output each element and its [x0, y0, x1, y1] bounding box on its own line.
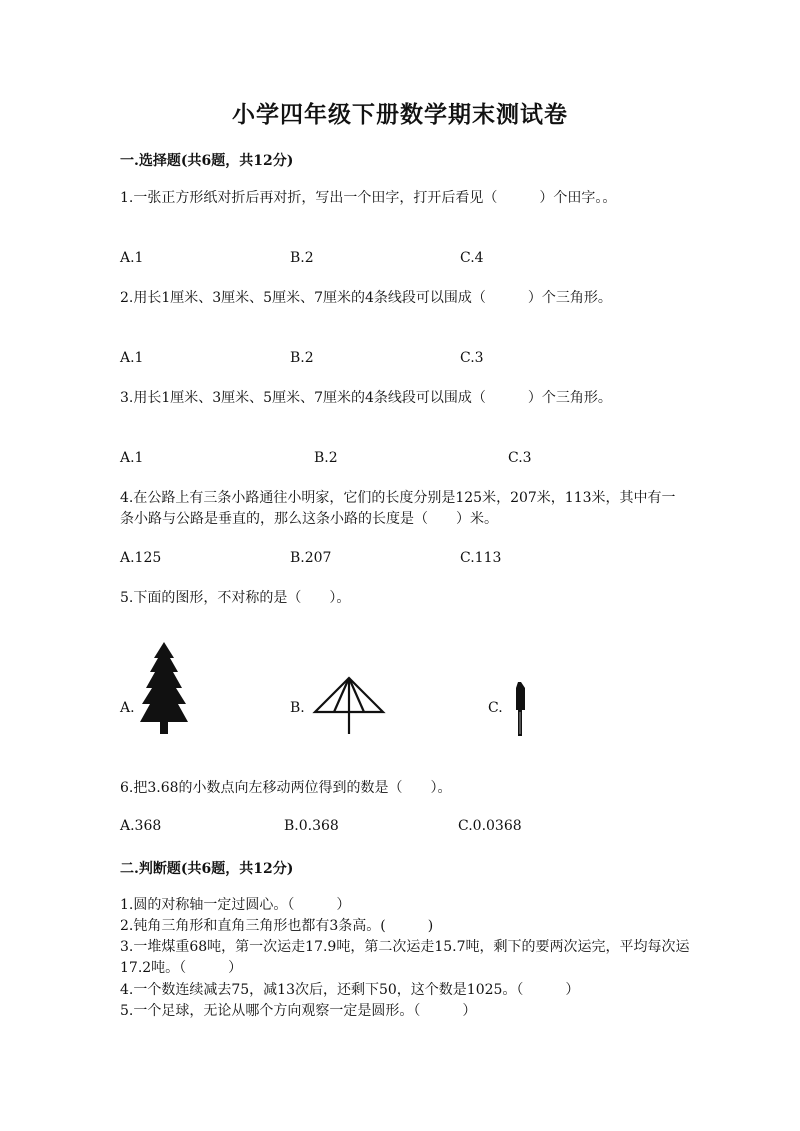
question-5-text: 5.下面的图形，不对称的是（ ）。: [120, 590, 351, 606]
option-b: B.2: [290, 250, 314, 266]
question-2-options: [120, 350, 680, 370]
option-c: C.0.0368: [458, 818, 522, 834]
option-a: A.368: [120, 818, 162, 834]
option-c: C.: [488, 700, 503, 716]
option-b: B.207: [290, 550, 332, 566]
question-4-options: [120, 550, 680, 570]
question-3-options: [120, 450, 680, 470]
option-a: A.1: [120, 350, 144, 366]
section-heading-choice: 一.选择题(共6题，共12分): [120, 153, 294, 169]
option-a: A.125: [120, 550, 162, 566]
question-6-options: [120, 818, 680, 838]
option-b: B.2: [290, 350, 314, 366]
option-c: C.3: [508, 450, 532, 466]
question-4-text: 4.在公路上有三条小路通往小明家，它们的长度分别是125米，207米，113米，其中有一条小路与公路是垂直的，那么这条小路的长度是（ ）米。: [120, 490, 676, 527]
option-b: B.: [290, 700, 305, 716]
page-title: 小学四年级下册数学期末测试卷: [232, 101, 568, 128]
tf-item-4: 4.一个数连续减去75，减13次后，还剩下50，这个数是1025。（ ）: [120, 982, 580, 998]
option-b: B.2: [314, 450, 338, 466]
pine-tree-icon: [138, 642, 190, 734]
knife-icon: [510, 680, 530, 738]
question-1-text: 1.一张正方形纸对折后再对折，写出一个田字，打开后看见（ ）个田字。。: [120, 190, 617, 206]
question-2-text: 2.用长1厘米、3厘米、5厘米、7厘米的4条线段可以围成（ ）个三角形。: [120, 290, 612, 306]
question-1-options: [120, 250, 680, 270]
tf-item-1: 1.圆的对称轴一定过圆心。（ ）: [120, 897, 351, 913]
umbrella-icon: [312, 676, 386, 736]
tf-item-3: 3.一堆煤重68吨，第一次运走17.9吨，第二次运走15.7吨，剩下的要两次运完，平均每次运17.2吨。（ ）: [120, 939, 690, 976]
question-3-text: 3.用长1厘米、3厘米、5厘米、7厘米的4条线段可以围成（ ）个三角形。: [120, 390, 612, 406]
option-c: C.113: [460, 550, 502, 566]
option-c: C.4: [460, 250, 484, 266]
section-heading-true-false: 二.判断题(共6题，共12分): [120, 861, 294, 877]
tf-item-5: 5.一个足球，无论从哪个方向观察一定是圆形。（ ）: [120, 1003, 477, 1019]
question-5-figures: [120, 640, 680, 740]
option-a: A.1: [120, 450, 144, 466]
option-b: B.0.368: [284, 818, 339, 834]
tf-item-2: 2.钝角三角形和直角三角形也都有3条高。( ): [120, 918, 434, 934]
option-a: A.1: [120, 250, 144, 266]
question-6-text: 6.把3.68的小数点向左移动两位得到的数是（ ）。: [120, 780, 452, 796]
option-c: C.3: [460, 350, 484, 366]
option-a: A.: [120, 700, 135, 716]
